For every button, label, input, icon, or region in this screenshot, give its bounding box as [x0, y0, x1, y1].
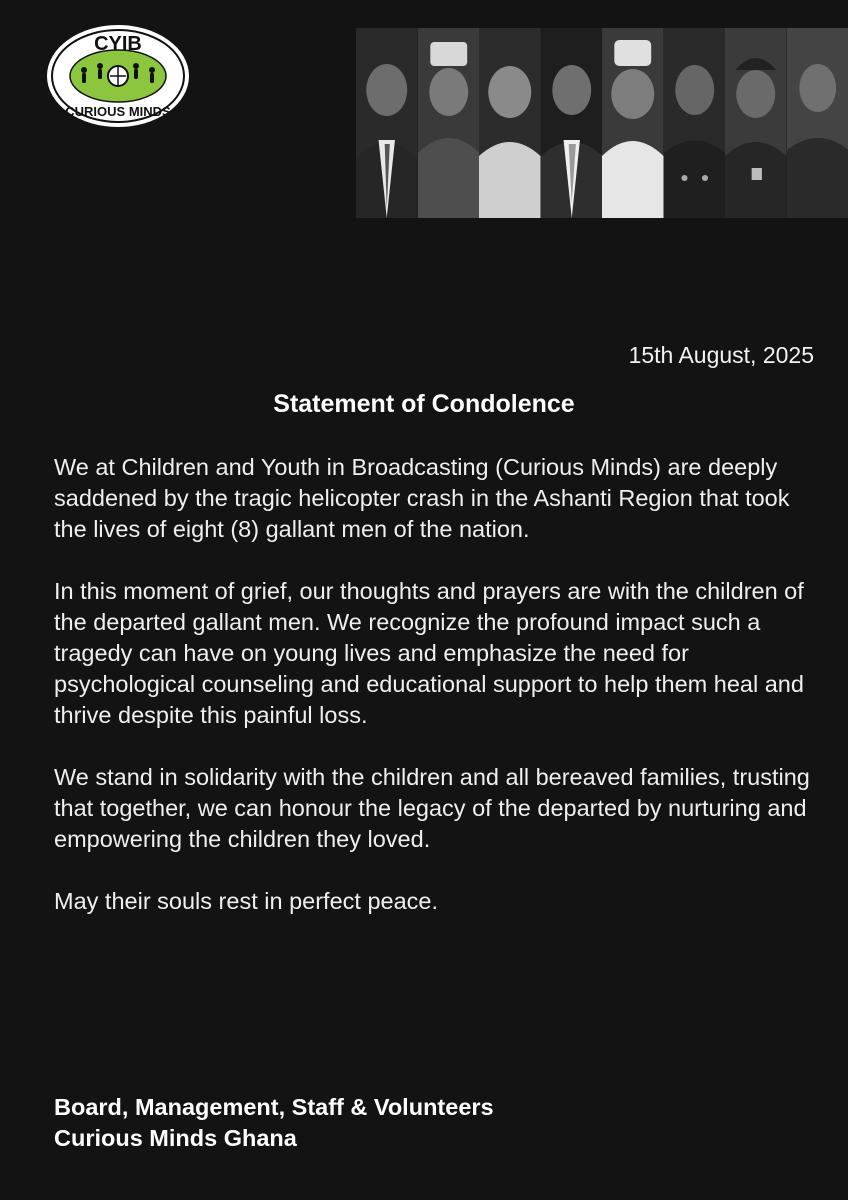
paragraph-3: We stand in solidarity with the children and all bereaved families, trusting that together, we can honour the legacy of the departed by nurturing and empowering the children they loved. — [54, 764, 810, 852]
portrait-4 — [541, 28, 603, 218]
signature-line-2: Curious Minds Ghana — [54, 1125, 297, 1151]
statement-date: 15th August, 2025 — [628, 342, 814, 368]
portrait-6 — [664, 28, 726, 218]
statement-body — [54, 452, 824, 948]
curious-minds-logo-icon — [44, 22, 192, 130]
signature-block — [54, 1092, 494, 1154]
portrait-3 — [479, 28, 541, 218]
logo-acronym: CYIB — [94, 33, 142, 55]
portrait-5 — [602, 28, 664, 218]
statement-title: Statement of Condolence — [273, 390, 575, 418]
paragraph-1: We at Children and Youth in Broadcasting (Curious Minds) are deeply saddened by the tragic helicopter crash in the Ashanti Region that took the lives of eight (8) gallant men of the nation. — [54, 454, 790, 542]
cyib-logo — [44, 22, 192, 130]
paragraph-4: May their souls rest in perfect peace. — [54, 888, 439, 914]
portrait-strip — [356, 28, 848, 218]
portrait-7 — [725, 28, 787, 218]
portrait-2 — [418, 28, 480, 218]
portrait-1 — [356, 28, 418, 218]
portrait-8 — [787, 28, 848, 218]
logo-subtitle: CURIOUS MINDS — [65, 104, 171, 119]
paragraph-2: In this moment of grief, our thoughts and prayers are with the children of the departed gallant men. We recognize the profound impact such a tragedy can have on young lives and emphasize the need for psychological counseling and educational support to help them heal and thrive despite this painful loss. — [54, 578, 804, 728]
signature-line-1: Board, Management, Staff & Volunteers — [54, 1094, 494, 1120]
